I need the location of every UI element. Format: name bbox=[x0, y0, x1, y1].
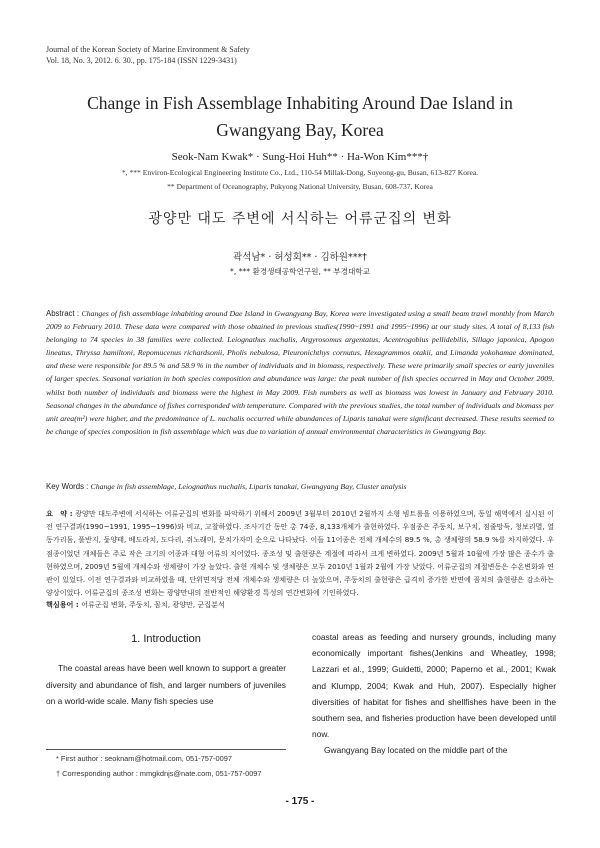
abstract bbox=[46, 307, 554, 438]
affiliation-2: ** Department of Oceanography, Pukyong National University, Busan, 608-737, Korea bbox=[167, 182, 433, 191]
journal-name: Journal of the Korean Society of Marine Environment & Safety bbox=[46, 45, 250, 54]
intro-left-column: The coastal areas have been well known to support a greater diversity and abundance of fish, and larger numbers of juveniles on a world-wide scale. Many fish species use bbox=[46, 663, 286, 706]
korean-keywords-text: 어류군집 변화, 주둥치, 꼼치, 광양만, 군집분석 bbox=[81, 600, 225, 609]
intro-paragraph-2: Gwangyang Bay located on the middle part of the bbox=[324, 745, 508, 756]
korean-title: 광양만 대도 주변에 서식하는 어류군집의 변화 bbox=[148, 211, 452, 227]
korean-abstract-label: 요 약 : bbox=[46, 509, 76, 518]
korean-affiliation: *, *** 환경생태공학연구원, ** 부경대학교 bbox=[230, 267, 370, 276]
korean-authors: 곽석남* · 허성회** · 김하원***† bbox=[233, 252, 367, 263]
page-number: - 175 - bbox=[285, 796, 315, 807]
keywords-label: Key Words : bbox=[46, 482, 91, 491]
author-list: Seok-Nam Kwak* · Sung-Hoi Huh** · Ha-Won Kim***† bbox=[171, 151, 429, 163]
korean-keywords bbox=[46, 600, 554, 610]
keywords-text: Change in fish assemblage, Leiognathus nuchalis, Liparis tanakai, Gwangyang Bay, Cluster analysis bbox=[90, 482, 407, 491]
keywords bbox=[46, 482, 554, 491]
korean-abstract bbox=[46, 507, 554, 599]
intro-paragraph-1: coastal areas as feeding and nursery grounds, including many economically important fishes(Jenkins and Wheatley, 1998; Lazzari et al., 1999; Guidetti, 2000; Paperno et al., 2001; Kwak and Klumpp, 2004; Kwak and Huh, 2007). Especially higher diversities of habitat for fishes and shellfishes have been in the southern sea, and fisheries production have been developed until now. bbox=[312, 632, 556, 740]
footnote-corresponding-author: † Corresponding author : mmgkdnjs@nate.com, 051-757-0097 bbox=[56, 769, 262, 778]
abstract-label: Abstract : bbox=[46, 309, 82, 318]
abstract-text: Changes of fish assemblage inhabiting around Dae Island in Gwangyang Bay, Korea were investigated using a small beam trawl monthly from March 2009 to February 2010. These data were compared with those obtained in previous studies(1990~1991 and 1995~1996) at our study sites. A total of 8,133 fish belonging to 74 species in 38 families were collected. Leiognathus nuchalis, Argyrosomus argentatus, Acentrogobius pellidebilis, Sillago japonica, Apogon lineatus, Thryssa hamiltoni, Repomucenus richardsonii, Pholis nebulosa, Pleuronichthys cornutus, Hexagrammos otakii, and Limanda yokohamae dominated, and these were responsible for 89.5 % and 58.9 % in the number of individuals and in biomass, respectively. These were primarily small species or early juveniles of larger species. Seasonal variation in both species composition and abundance was large: the peak number of fish species occurred in May and October 2009, whilst both number of individuals and biomass were the highest in May 2009. Fish numbers as well as biomass was lowest in January and February 2010. Seasonal changes in the abundance of fishes corresponded with temperature. Compared with the previous studies, the total number of individuals and biomass per unit area(m²) were higher, and the predominance of L. nuchalis occurred while abundances of Liparis tanakai were significant decreased. These results seemed to be change of species composition in fish assemblage which was due to variation of annual environmental characteristics in Gwangyang Bay. bbox=[46, 309, 554, 436]
korean-abstract-text: 광양만 대도주변에 서식하는 어류군집의 변화를 파악하기 위해서 2009년 3월부터 2010년 2월까지 소형 빔트롤을 이용하였으며, 동일 해역에서 실시된 이전 연구결과(1990~1991, 1995~1996)와 비교, 고찰하였다. 조사기간 동안 총 74종, 8,133개체가 출현하였다. 우점종은 주둥치, 보구치, 점줄망둑, 청보리멸, 열동가리돔, 풀반지, 돛양태, 베도라치, 도다리, 쥐노래미, 문치가자미 순으로 나타났다. 이들 11어종은 전체 개체수의 89.5 %, 총 생체량의 58.9 %를 차지하였다. 우점종이었던 개체들은 주로 작은 크기의 어종과 대형 어류의 치어였다. 종조성 및 출현량은 계절에 따라서 크게 변하였다. 2009년 5월과 10월에 가장 많은 종수가 출현하였으며, 2009년 5월에 개체수와 생체량이 가장 높았다. 출현 개체수 및 생체량은 모두 2010년 1월과 2월에 가장 낮았다. 어류군집의 계절변동은 수온변화와 연관이 있었다. 이전 연구결과와 비교하였을 때, 단위면적당 전체 개체수와 생체량은 더 높았으며, 주둥치의 출현량은 급격히 증가한 반면에 꼼치의 출현량은 감소하는 양상이었다. 어류군집의 종조성 변화는 광양만내의 전반적인 해양환경 특성의 연간변화에 기인하였다. bbox=[46, 509, 555, 598]
section-heading-introduction: 1. Introduction bbox=[131, 633, 201, 645]
title-line-2: Gwangyang Bay, Korea bbox=[216, 120, 384, 140]
affiliation-1: *, *** Environ-Ecological Engineering Institute Co., Ltd., 110-54 Millak-Dong, Suyeong-gu, Busan, 613-827 Korea. bbox=[121, 168, 479, 177]
title-line-1: Change in Fish Assemblage Inhabiting Around Dae Island in bbox=[87, 93, 513, 113]
journal-volume: Vol. 18, No. 3, 2012. 6. 30., pp. 175-184 (ISSN 1229-3431) bbox=[46, 56, 237, 65]
korean-keywords-label: 핵심용어 : bbox=[46, 600, 82, 609]
footnote-first-author: * First author : seoknam@hotmail.com, 051-757-0097 bbox=[56, 754, 232, 763]
journal-header bbox=[46, 44, 250, 66]
paper-title bbox=[40, 90, 560, 144]
footnote-divider bbox=[46, 749, 286, 750]
intro-right-column bbox=[312, 629, 556, 759]
